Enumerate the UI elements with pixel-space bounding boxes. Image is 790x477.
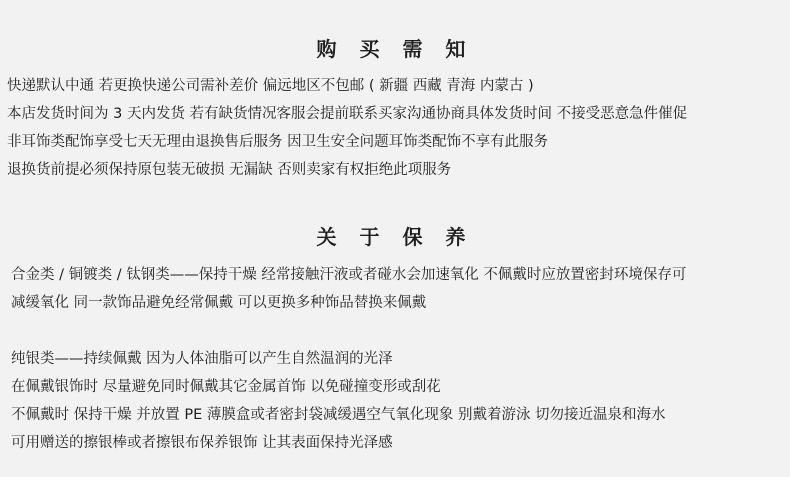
purchase-notice-title: 购 买 需 知 xyxy=(316,37,474,61)
care-alloy-line-2: 减缓氧化 同一款饰品避免经常佩戴 可以更换多种饰品替换来佩戴 xyxy=(11,295,427,311)
care-title: 关 于 保 养 xyxy=(316,225,474,249)
care-silver-line-3: 不佩戴时 保持干燥 并放置 PE 薄膜盒或者密封袋减缓遇空气氧化现象 别戴着游泳 切勿接近温泉和海水 xyxy=(11,407,666,423)
notice-line-return-condition: 退换货前提必须保持原包装无破损 无漏缺 否则卖家有权拒绝此项服务 xyxy=(7,162,452,178)
care-silver-line-1: 纯银类——持续佩戴 因为人体油脂可以产生自然温润的光泽 xyxy=(11,351,393,367)
notice-line-delivery-time: 本店发货时间为 3 天内发货 若有缺货情况客服会提前联系买家沟通协商具体发货时间 不接受恶意急件催促 xyxy=(7,106,688,122)
care-alloy-line-1: 合金类 / 铜镀类 / 钛钢类——保持干燥 经常接触汗液或者碰水会加速氧化 不佩戴时应放置密封环境保存可 xyxy=(11,267,687,283)
care-silver-line-2: 在佩戴银饰时 尽量避免同时佩戴其它金属首饰 以免碰撞变形或刮花 xyxy=(11,379,441,395)
care-silver-line-4: 可用赠送的擦银棒或者擦银布保养银饰 让其表面保持光泽感 xyxy=(11,435,393,451)
notice-line-return-policy: 非耳饰类配饰享受七天无理由退换售后服务 因卫生安全问题耳饰类配饰不享有此服务 xyxy=(7,134,549,150)
notice-line-shipping: 快递默认中通 若更换快递公司需补差价 偏远地区不包邮 ( 新疆 西藏 青海 内蒙古 ) xyxy=(7,78,534,94)
